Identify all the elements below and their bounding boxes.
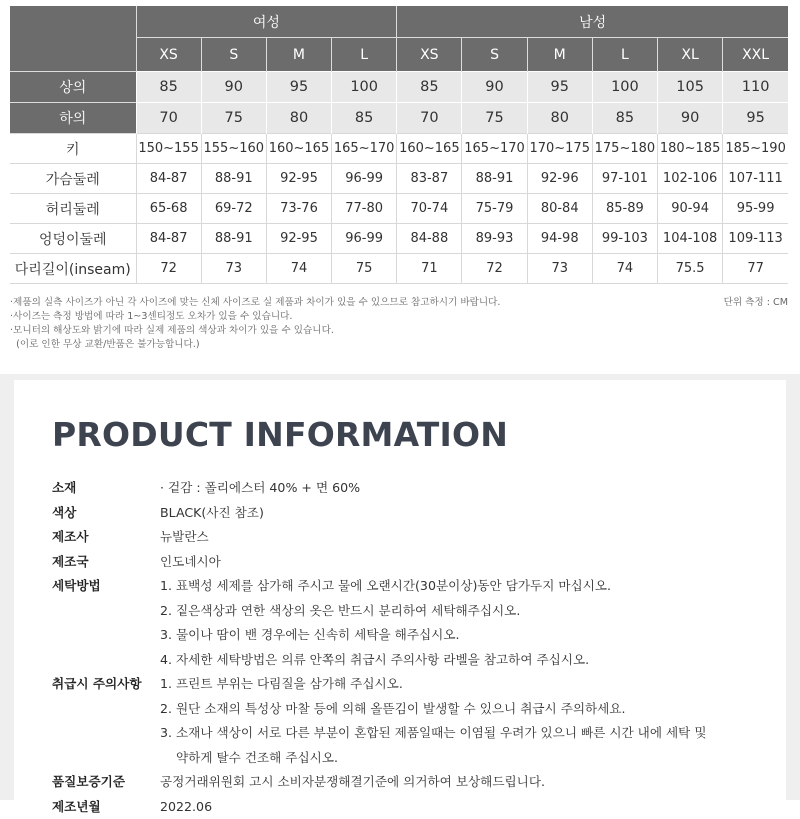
size-value-cell: 92-95	[266, 164, 331, 194]
size-value-cell: 74	[266, 254, 331, 284]
size-value-cell: 72	[462, 254, 527, 284]
product-info-row	[52, 672, 772, 770]
size-value-cell: 96-99	[332, 224, 397, 254]
product-info-row	[52, 476, 772, 501]
info-key: 제조년월	[52, 795, 101, 819]
size-value-cell: 90-94	[658, 194, 723, 224]
size-value-cell: 94-98	[527, 224, 592, 254]
size-value-cell: 109-113	[723, 224, 788, 254]
size-value-cell: 170~175	[527, 134, 592, 164]
size-header-cell: XXL	[723, 38, 788, 72]
note-line: ·모니터의 해상도와 밝기에 따라 실제 제품의 색상과 차이가 있을 수 있습니다.	[10, 324, 788, 338]
info-value-line: 2022.06	[160, 795, 772, 819]
size-value-cell: 150~155	[136, 134, 201, 164]
size-value-cell: 85	[136, 72, 201, 103]
size-chart-table	[10, 6, 788, 284]
size-table-row	[10, 72, 788, 103]
size-value-cell: 99-103	[592, 224, 657, 254]
size-value-cell: 75	[332, 254, 397, 284]
size-table-body	[10, 72, 788, 284]
unit-label: 단위 측정 : CM	[724, 296, 788, 310]
size-value-cell: 74	[592, 254, 657, 284]
size-header-cell: M	[266, 38, 331, 72]
size-value-cell: 80	[527, 103, 592, 134]
info-value-line: 3. 소재나 색상이 서로 다른 부분이 혼합된 제품일때는 이염될 우려가 있으니 빠른 시간 내에 세탁 및	[160, 721, 772, 746]
size-value-cell: 90	[201, 72, 266, 103]
size-header-cell: M	[527, 38, 592, 72]
info-value-line: 3. 물이나 땀이 밴 경우에는 신속히 세탁을 해주십시오.	[160, 623, 772, 648]
size-value-cell: 97-101	[592, 164, 657, 194]
info-value-line: 뉴발란스	[160, 525, 772, 550]
row-label: 상의	[10, 72, 136, 103]
row-label: 엉덩이둘레	[10, 224, 136, 254]
size-value-cell: 100	[592, 72, 657, 103]
product-info-row	[52, 574, 772, 672]
size-value-cell: 105	[658, 72, 723, 103]
size-value-cell: 100	[332, 72, 397, 103]
row-label: 키	[10, 134, 136, 164]
size-value-cell: 175~180	[592, 134, 657, 164]
row-label: 가슴둘레	[10, 164, 136, 194]
size-value-cell: 110	[723, 72, 788, 103]
size-value-cell: 90	[658, 103, 723, 134]
size-value-cell: 180~185	[658, 134, 723, 164]
info-value-line: 4. 자세한 세탁방법은 의류 안쪽의 취급시 주의사항 라벨을 참고하여 주십시오.	[160, 648, 772, 673]
info-value-line: 인도네시아	[160, 550, 772, 575]
size-value-cell: 160~165	[397, 134, 462, 164]
size-value-cell: 77	[723, 254, 788, 284]
size-value-cell: 85-89	[592, 194, 657, 224]
size-value-cell: 72	[136, 254, 201, 284]
size-value-cell: 95	[527, 72, 592, 103]
size-value-cell: 85	[397, 72, 462, 103]
men-header: 남성	[397, 6, 788, 38]
size-value-cell: 75	[201, 103, 266, 134]
size-value-cell: 185~190	[723, 134, 788, 164]
size-table-row	[10, 224, 788, 254]
size-table-row	[10, 103, 788, 134]
size-table-row	[10, 194, 788, 224]
size-value-cell: 89-93	[462, 224, 527, 254]
size-value-cell: 92-95	[266, 224, 331, 254]
size-table-row	[10, 164, 788, 194]
product-info-card	[14, 380, 786, 810]
size-value-cell: 165~170	[332, 134, 397, 164]
size-value-cell: 160~165	[266, 134, 331, 164]
gender-header-row	[10, 6, 788, 38]
size-value-cell: 75-79	[462, 194, 527, 224]
product-info-rows	[52, 476, 772, 819]
size-value-cell: 104-108	[658, 224, 723, 254]
size-header-cell: L	[592, 38, 657, 72]
info-value	[160, 770, 772, 795]
size-header-cell: XS	[136, 38, 201, 72]
size-value-cell: 83-87	[397, 164, 462, 194]
info-value-line: BLACK(사진 참조)	[160, 501, 772, 526]
size-header-cell: XL	[658, 38, 723, 72]
info-value	[160, 672, 772, 770]
size-value-cell: 73	[201, 254, 266, 284]
info-value	[160, 476, 772, 501]
info-key: 색상	[52, 501, 76, 526]
product-info-row	[52, 501, 772, 526]
women-header: 여성	[136, 6, 397, 38]
size-value-cell: 102-106	[658, 164, 723, 194]
size-header-cell: XS	[397, 38, 462, 72]
size-value-cell: 84-87	[136, 224, 201, 254]
info-value-line: 공정거래위원회 고시 소비자분쟁해결기준에 의거하여 보상해드립니다.	[160, 770, 772, 795]
size-value-cell: 75	[462, 103, 527, 134]
size-value-cell: 95	[723, 103, 788, 134]
size-value-cell: 88-91	[462, 164, 527, 194]
product-info-row	[52, 795, 772, 819]
info-value	[160, 795, 772, 819]
info-key: 제조사	[52, 525, 89, 550]
note-line: (이로 인한 무상 교환/반품은 불가능합니다.)	[10, 338, 788, 352]
info-key: 제조국	[52, 550, 89, 575]
info-value	[160, 550, 772, 575]
info-value-line: 약하게 탈수 건조해 주십시오.	[160, 746, 772, 771]
size-value-cell: 96-99	[332, 164, 397, 194]
info-key: 취급시 주의사항	[52, 672, 142, 697]
size-value-cell: 75.5	[658, 254, 723, 284]
size-value-cell: 90	[462, 72, 527, 103]
size-value-cell: 85	[592, 103, 657, 134]
info-value	[160, 525, 772, 550]
size-value-cell: 95	[266, 72, 331, 103]
note-line: ·제품의 실측 사이즈가 아닌 각 사이즈에 맞는 신체 사이즈로 실 제품과 차이가 있을 수 있으므로 참고하시기 바랍니다.	[10, 296, 788, 310]
size-value-cell: 84-88	[397, 224, 462, 254]
size-value-cell: 155~160	[201, 134, 266, 164]
size-value-cell: 95-99	[723, 194, 788, 224]
header-corner	[10, 6, 136, 72]
size-value-cell: 77-80	[332, 194, 397, 224]
size-value-cell: 73	[527, 254, 592, 284]
size-value-cell: 73-76	[266, 194, 331, 224]
size-table-row	[10, 254, 788, 284]
product-info-row	[52, 550, 772, 575]
size-value-cell: 80-84	[527, 194, 592, 224]
info-value	[160, 501, 772, 526]
size-header-cell: S	[201, 38, 266, 72]
size-header-cell: L	[332, 38, 397, 72]
size-value-cell: 107-111	[723, 164, 788, 194]
size-value-cell: 70	[397, 103, 462, 134]
size-value-cell: 84-87	[136, 164, 201, 194]
size-value-cell: 88-91	[201, 164, 266, 194]
product-info-row	[52, 525, 772, 550]
size-value-cell: 88-91	[201, 224, 266, 254]
info-value-line: · 겉감 : 폴리에스터 40% + 면 60%	[160, 476, 772, 501]
info-value-line: 1. 프린트 부위는 다림질을 삼가해 주십시오.	[160, 672, 772, 697]
size-value-cell: 92-96	[527, 164, 592, 194]
size-table-row	[10, 134, 788, 164]
product-info-section	[0, 374, 800, 800]
info-key: 품질보증기준	[52, 770, 125, 795]
row-label: 다리길이(inseam)	[10, 254, 136, 284]
size-notes	[10, 296, 788, 352]
size-value-cell: 65-68	[136, 194, 201, 224]
info-key: 세탁방법	[52, 574, 101, 599]
info-value-line: 1. 표백성 세제를 삼가해 주시고 물에 오랜시간(30분이상)동안 담가두지 마십시오.	[160, 574, 772, 599]
info-value-line: 2. 원단 소재의 특성상 마찰 등에 의해 올뜯김이 발생할 수 있으니 취급시 주의하세요.	[160, 697, 772, 722]
row-label: 하의	[10, 103, 136, 134]
row-label: 허리둘레	[10, 194, 136, 224]
info-key: 소재	[52, 476, 76, 501]
size-value-cell: 165~170	[462, 134, 527, 164]
info-value	[160, 574, 772, 672]
size-value-cell: 80	[266, 103, 331, 134]
product-info-row	[52, 770, 772, 795]
size-value-cell: 85	[332, 103, 397, 134]
size-header-cell: S	[462, 38, 527, 72]
size-value-cell: 70-74	[397, 194, 462, 224]
note-line: ·사이즈는 측정 방법에 따라 1~3센티정도 오차가 있을 수 있습니다.	[10, 310, 788, 324]
size-value-cell: 70	[136, 103, 201, 134]
size-value-cell: 69-72	[201, 194, 266, 224]
size-value-cell: 71	[397, 254, 462, 284]
info-value-line: 2. 짙은색상과 연한 색상의 옷은 반드시 분리하여 세탁해주십시오.	[160, 599, 772, 624]
product-info-title: PRODUCT INFORMATION	[52, 415, 508, 454]
